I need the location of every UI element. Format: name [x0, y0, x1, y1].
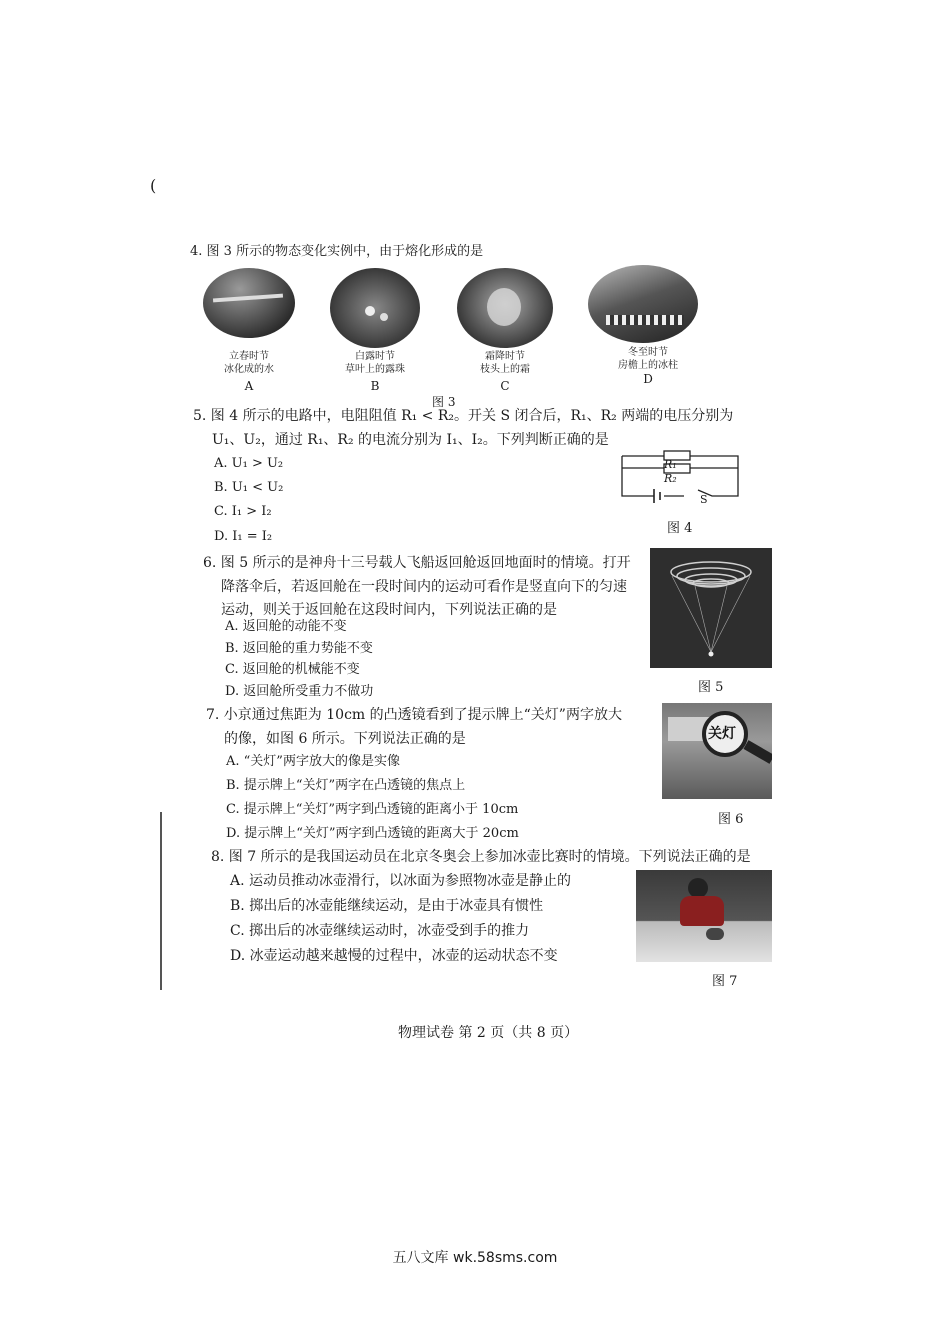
figure-3-image-a: [203, 268, 295, 338]
question-5-option-b: B. U₁ < U₂: [214, 480, 284, 495]
question-7-option-a: A. “关灯”两字放大的像是实像: [226, 754, 400, 769]
figure-3-letter-b: B: [370, 379, 380, 393]
figure-3-image-c: [457, 268, 553, 348]
question-8-option-b: B. 掷出后的冰壶能继续运动，是由于冰壶具有惯性: [230, 898, 544, 914]
figure-5-parachute-photo: [650, 548, 772, 668]
question-8-option-a: A. 运动员推动冰壶滑行，以冰面为参照物冰壶是静止的: [230, 873, 572, 889]
question-6-line-3: 运动，则关于返回舱在这段时间内，下列说法正确的是: [221, 602, 557, 618]
watermark-text: 五八文库 wk.58sms.com: [392, 1250, 558, 1266]
figure-3-caption-a: 立春时节 冰化成的水: [224, 351, 274, 375]
resistor-r1-label: R₁: [664, 458, 677, 471]
question-5-option-a: A. U₁ > U₂: [214, 456, 284, 471]
figure-3-caption-b: 白露时节 草叶上的露珠: [345, 351, 405, 375]
question-7-option-d: D. 提示牌上“关灯”两字到凸透镜的距离大于 20cm: [226, 826, 519, 841]
question-5-option-c: C. I₁ > I₂: [214, 504, 272, 519]
question-7-option-b: B. 提示牌上“关灯”两字在凸透镜的焦点上: [226, 778, 466, 793]
figure-5-label: 图 5: [698, 680, 724, 695]
resistor-r2-label: R₂: [664, 472, 677, 485]
question-6-line-1: 6. 图 5 所示的是神舟十三号载人飞船返回舱返回地面时的情境。打开: [203, 555, 631, 571]
figure-3-label: 图 3: [432, 395, 456, 409]
question-5-line-2: U₁、U₂，通过 R₁、R₂ 的电流分别为 I₁、I₂。下列判断正确的是: [212, 432, 609, 448]
figure-3-image-b: [330, 268, 420, 348]
switch-s-label: S: [700, 493, 708, 506]
question-8-line-1: 8. 图 7 所示的是我国运动员在北京冬奥会上参加冰壶比赛时的情境。下列说法正确的是: [211, 849, 751, 865]
figure-7-curling-photo: [636, 870, 772, 962]
stray-mark: (: [150, 176, 157, 195]
question-6-option-a: A. 返回舱的动能不变: [225, 619, 347, 634]
figure-6-label: 图 6: [718, 812, 744, 827]
figure-4-label: 图 4: [667, 521, 693, 536]
question-4-text: 4. 图 3 所示的物态变化实例中，由于熔化形成的是: [190, 244, 484, 259]
figure-7-label: 图 7: [712, 974, 738, 989]
figure-3-caption-c: 霜降时节 枝头上的霜: [480, 351, 530, 375]
question-8-option-d: D. 冰壶运动越来越慢的过程中，冰壶的运动状态不变: [230, 948, 558, 964]
question-6-option-b: B. 返回舱的重力势能不变: [225, 641, 373, 656]
figure-6-sign-text: 关灯: [708, 726, 736, 742]
scan-margin-line: [160, 812, 162, 990]
figure-3-letter-d: D: [643, 372, 653, 386]
question-5-line-1: 5. 图 4 所示的电路中，电阻阻值 R₁ < R₂。开关 S 闭合后，R₁、R₂ 两端的电压分别为: [193, 408, 734, 424]
figure-4-circuit: [614, 448, 744, 510]
question-7-line-1: 7. 小京通过焦距为 10cm 的凸透镜看到了提示牌上“关灯”两字放大: [206, 707, 622, 723]
question-7-line-2: 的像，如图 6 所示。下列说法正确的是: [224, 731, 466, 747]
question-7-option-c: C. 提示牌上“关灯”两字到凸透镜的距离小于 10cm: [226, 802, 519, 817]
figure-3-letter-c: C: [500, 379, 510, 393]
figure-3-caption-d: 冬至时节 房檐上的冰柱: [618, 347, 678, 371]
figure-6-magnifier-photo: [662, 703, 772, 799]
question-6-option-d: D. 返回舱所受重力不做功: [225, 684, 374, 699]
question-5-option-d: D. I₁ = I₂: [214, 529, 273, 544]
question-8-option-c: C. 掷出后的冰壶继续运动时，冰壶受到手的推力: [230, 923, 530, 939]
question-6-line-2: 降落伞后，若返回舱在一段时间内的运动可看作是竖直向下的匀速: [221, 579, 627, 595]
question-6-option-c: C. 返回舱的机械能不变: [225, 662, 360, 677]
figure-3-letter-a: A: [244, 379, 254, 393]
figure-3-image-d: [588, 265, 698, 343]
page-footer: 物理试卷 第 2 页（共 8 页）: [398, 1025, 579, 1041]
